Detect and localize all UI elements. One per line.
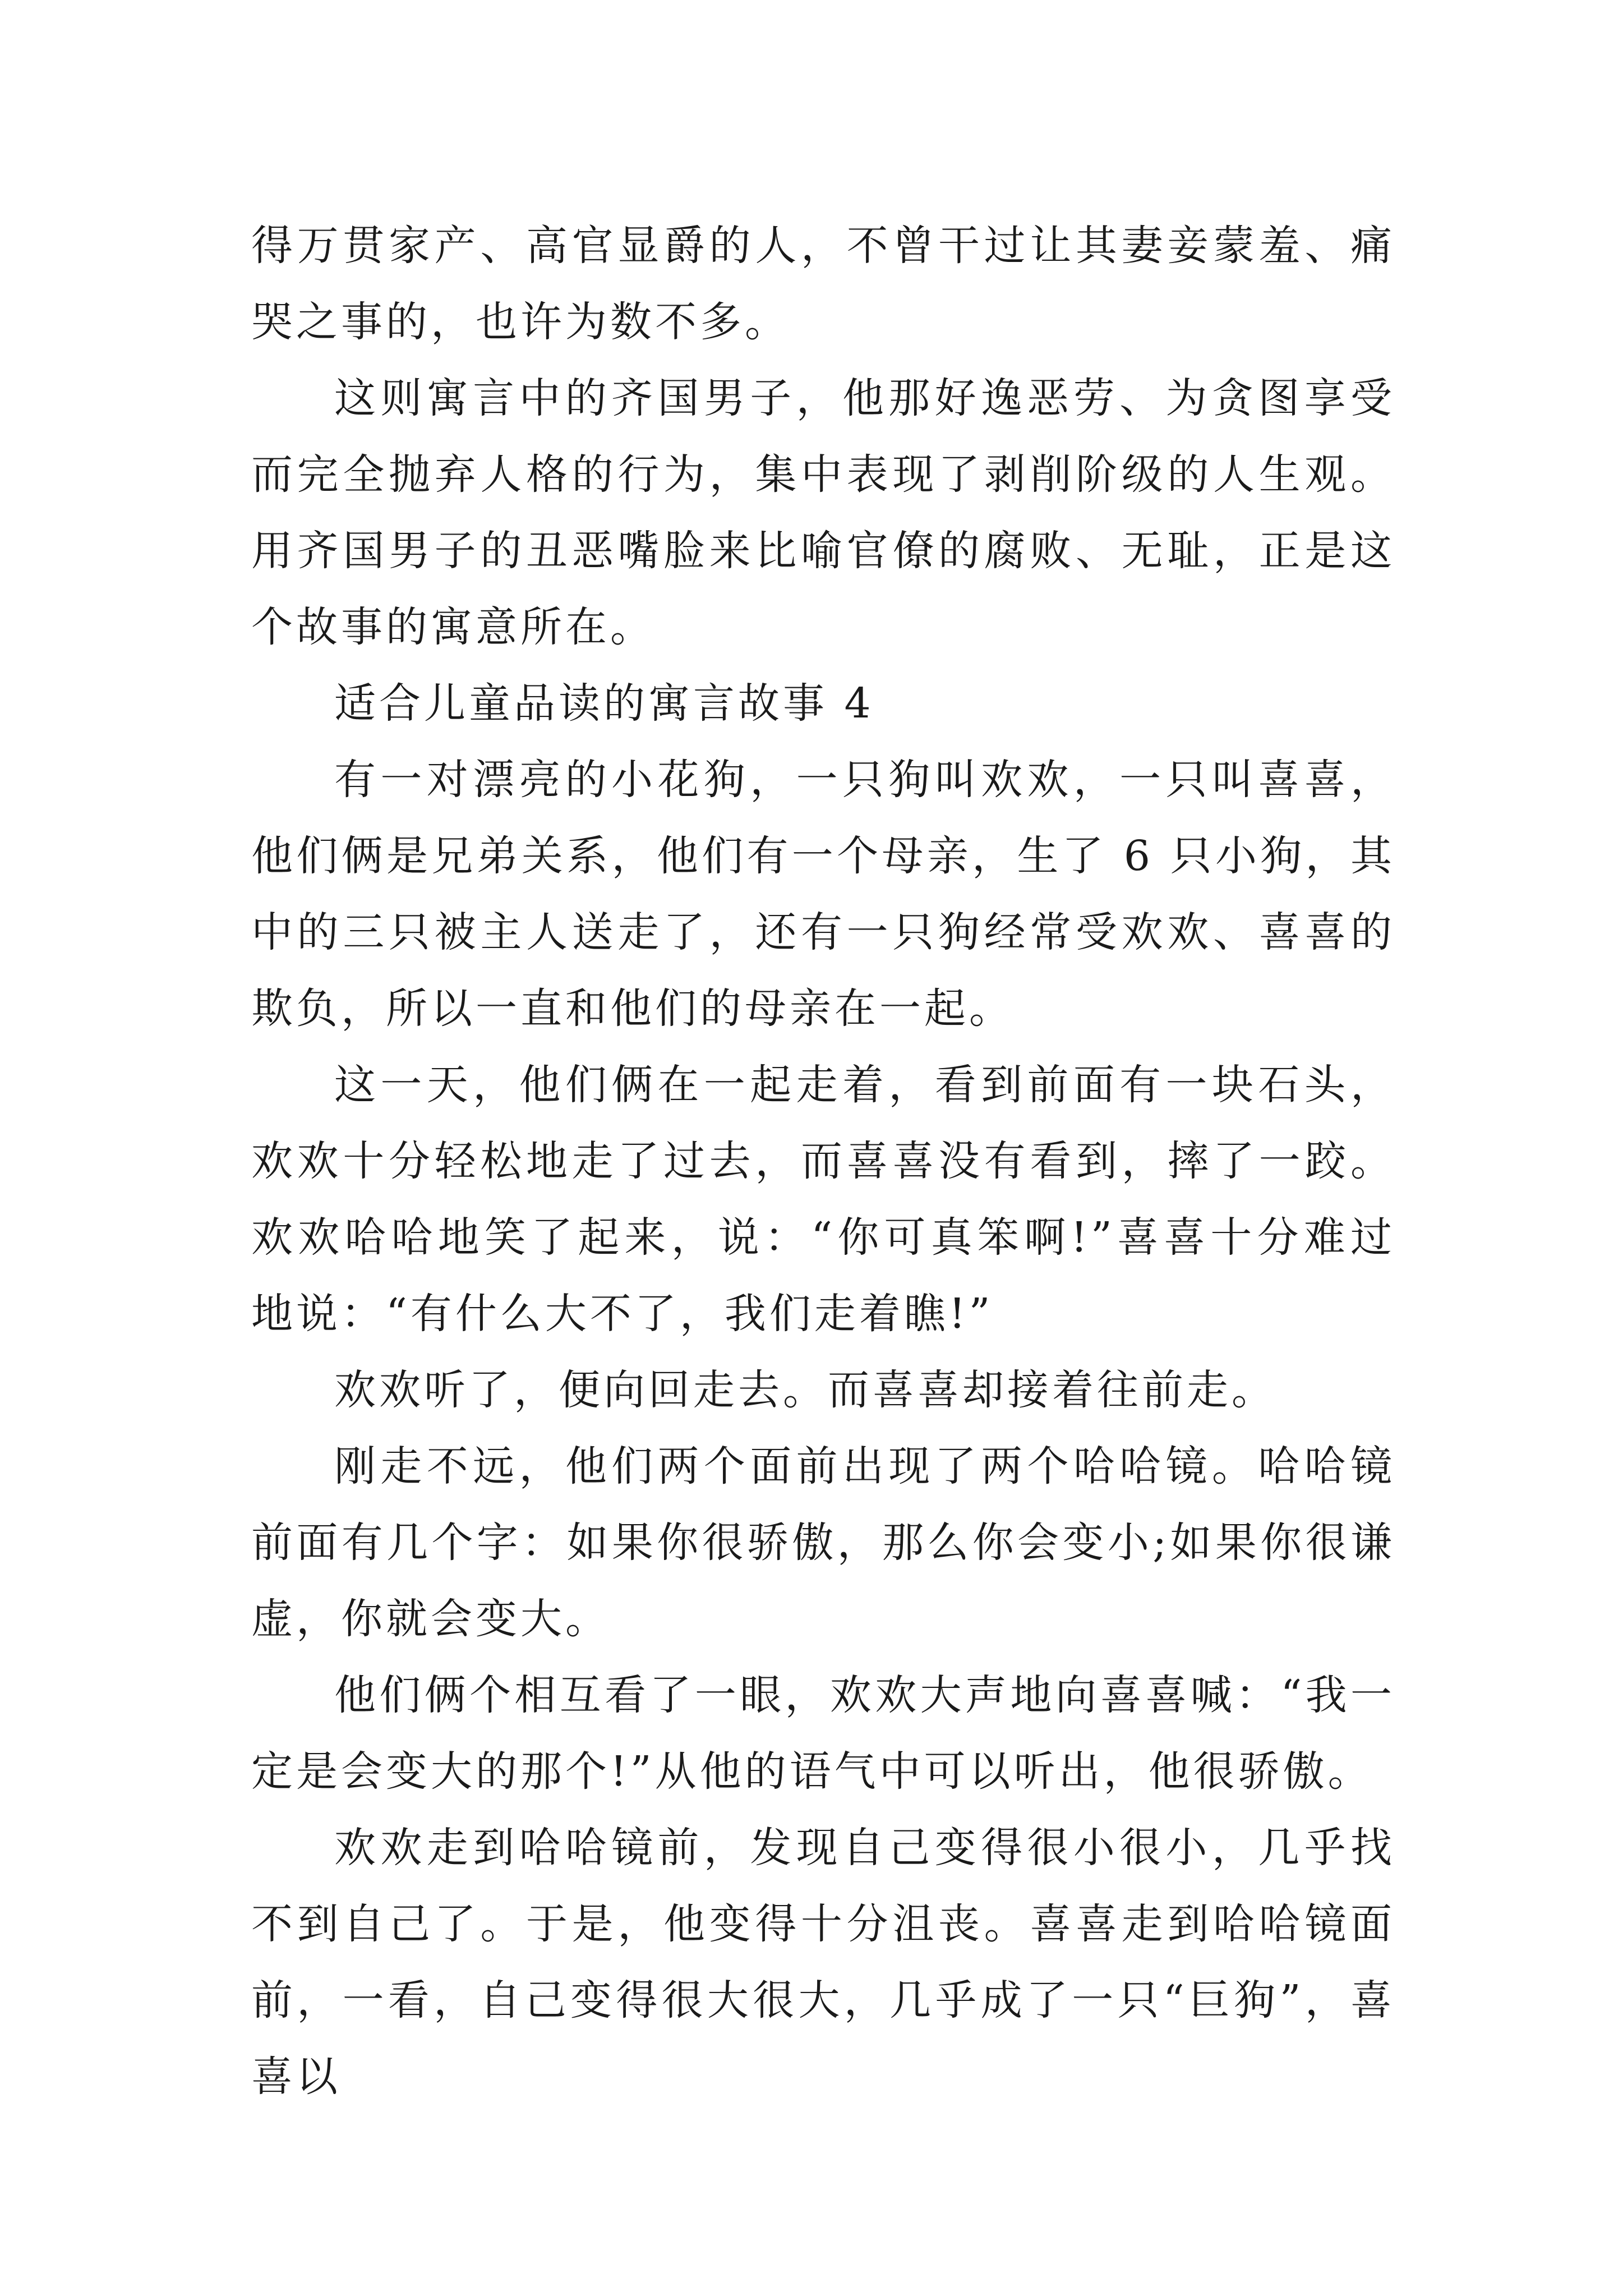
paragraph-2: 这则寓言中的齐国男子，他那好逸恶劳、为贪图享受而完全抛弃人格的行为，集中表现了剥削阶级的人生观。用齐国男子的丑恶嘴脸来比喻官僚的腐败、无耻，正是这个故事的寓意所在。 [251,374,1395,651]
paragraph-3: 有一对漂亮的小花狗，一只狗叫欢欢，一只叫喜喜，他们俩是兄弟关系，他们有一个母亲，生了 6 只小狗，其中的三只被主人送走了，还有一只狗经常受欢欢、喜喜的欺负，所以一直和他们的母亲在一起。 [251,756,1395,1033]
paragraph-1: 得万贯家产、高官显爵的人，不曾干过让其妻妾蒙羞、痛哭之事的，也许为数不多。 [251,222,1395,346]
paragraph-6: 刚走不远，他们两个面前出现了两个哈哈镜。哈哈镜前面有几个字：如果你很骄傲，那么你会变小;如果你很谦虚，你就会变大。 [251,1442,1395,1643]
document-body [251,208,1395,2115]
paragraph-4: 这一天，他们俩在一起走着，看到前面有一块石头，欢欢十分轻松地走了过去，而喜喜没有看到，摔了一跤。欢欢哈哈地笑了起来，说：“你可真笨啊!”喜喜十分难过地说：“有什么大不了，我们走着瞧!” [251,1061,1395,1338]
paragraph-5: 欢欢听了，便向回走去。而喜喜却接着往前走。 [334,1366,1276,1414]
paragraph-7: 他们俩个相互看了一眼，欢欢大声地向喜喜喊：“我一定是会变大的那个!”从他的语气中可以听出，他很骄傲。 [251,1671,1395,1796]
paragraph-8: 欢欢走到哈哈镜前，发现自己变得很小很小，几乎找不到自己了。于是，他变得十分沮丧。喜喜走到哈哈镜面前，一看，自己变得很大很大，几乎成了一只“巨狗”，喜喜以 [251,1824,1395,2101]
section-heading: 适合儿童品读的寓言故事 4 [334,679,874,728]
